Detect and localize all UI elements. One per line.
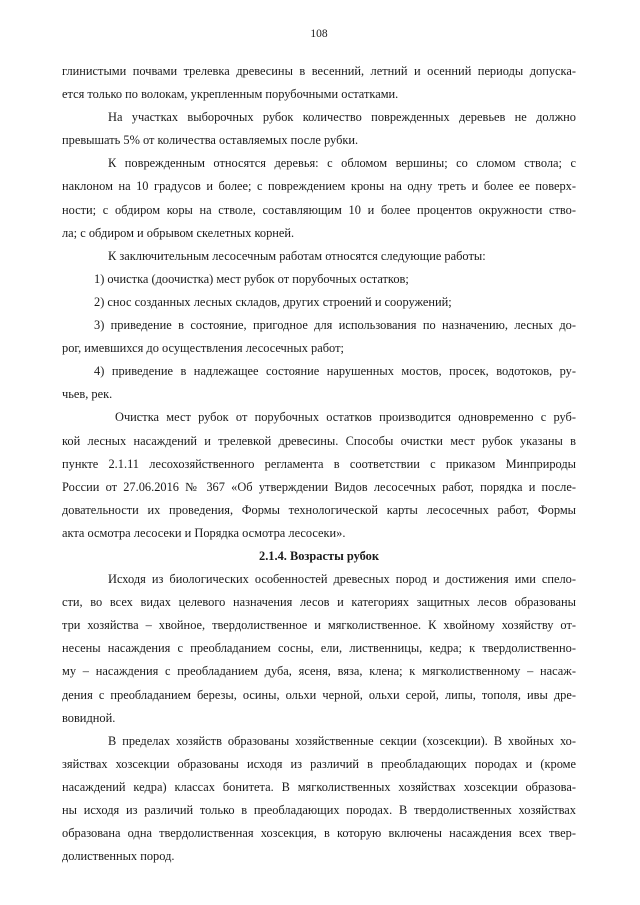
- body-text-section: [62, 568, 576, 868]
- text-line: глинистыми почвами трелевка древесины в весенний, летний и осенний периоды допуска-: [62, 64, 576, 78]
- text-line: сти, во всех видах целевого назначения лесов и категориях защитных лесов образованы: [62, 595, 576, 610]
- text-line: К заключительным лесосечным работам относятся следующие работы:: [108, 248, 486, 263]
- section-heading: 2.1.4. Возрасты рубок: [259, 548, 379, 563]
- text-line: чьев, рек.: [62, 387, 113, 402]
- text-line: зяйствах хозсекции образованы исходя из различий в преобладающих породах и (кроме: [62, 756, 576, 771]
- body-text: [62, 60, 576, 545]
- text-line: рог, имевшихся до осуществления лесосечных работ;: [62, 341, 344, 356]
- document-page: [62, 27, 576, 868]
- text-line: три хозяйства – хвойное, твердолиственное и мягколиственное. К хвойному хозяйству от-: [62, 618, 576, 633]
- text-line: долиственных пород.: [62, 849, 175, 864]
- text-line: кой лесных насаждений и трелевкой древесины. Способы очистки мест рубок указаны в: [62, 433, 576, 448]
- text-line: акта осмотра лесосеки и Порядка осмотра лесосеки».: [62, 525, 346, 540]
- text-line: ется только по волокам, укрепленным порубочными остатками.: [62, 87, 399, 102]
- text-line: ности; с обдиром коры на стволе, составляющим 10 и более процентов окружности ство-: [62, 202, 576, 217]
- text-line: му – насаждения с преобладанием дуба, ясеня, вяза, клена; к мягколиственному – насаж-: [62, 664, 576, 679]
- text-line: наклоном на 10 градусов и более; с повреждением кроны на одну треть и более ее поверх-: [62, 179, 576, 194]
- text-line: На участках выборочных рубок количество поврежденных деревьев не должно: [108, 110, 576, 125]
- text-line: образована одна твердолиственная хозсекция, в которую включены насаждения всех твер-: [62, 826, 576, 841]
- text-line: 2) снос созданных лесных складов, других строений и сооружений;: [94, 294, 452, 309]
- text-line: вовидной.: [62, 710, 116, 725]
- text-line: К поврежденным относятся деревья: с обломом вершины; со сломом ствола; с: [108, 156, 576, 171]
- text-line: Исходя из биологических особенностей древесных пород и достижения ими спело-: [108, 572, 576, 587]
- text-line: 1) очистка (доочистка) мест рубок от порубочных остатков;: [94, 271, 409, 286]
- text-line: России от 27.06.2016 № 367 «Об утверждении Видов лесосечных работ, порядка и после-: [62, 479, 576, 494]
- text-line: Очистка мест рубок от порубочных остатков производится одновременно с руб-: [115, 410, 576, 425]
- text-line: 3) приведение в состояние, пригодное для использования по назначению, лесных до-: [94, 318, 576, 333]
- text-line: превышать 5% от количества оставляемых после рубки.: [62, 133, 359, 148]
- text-line: пункте 2.1.11 лесохозяйственного регламента в соответствии с приказом Минприроды: [62, 456, 576, 471]
- text-line: ла; с обдиром и обрывом скелетных корней.: [62, 225, 295, 240]
- text-line: ны исходя из различий только в преобладающих породах. В твердолиственных хозяйствах: [62, 803, 576, 817]
- text-line: довательности их проведения, Формы технологической карты лесосечных работ, Формы: [62, 502, 576, 517]
- text-line: В пределах хозяйств образованы хозяйственные секции (хозсекции). В хвойных хо-: [108, 733, 576, 748]
- text-line: несены насаждения с преобладанием сосны, ели, лиственницы, кедра; к твердолиственно-: [62, 641, 576, 656]
- page-number: 108: [310, 28, 328, 40]
- text-line: 4) приведение в надлежащее состояние нарушенных мостов, просек, водотоков, ру-: [94, 364, 576, 379]
- text-line: насаждений кедра) классах бонитета. В мягколиственных хозяйствах хозсекции образова-: [62, 779, 576, 794]
- text-line: дения с преобладанием березы, осины, ольхи черной, ольхи серой, липы, тополя, ивы дре-: [62, 687, 576, 702]
